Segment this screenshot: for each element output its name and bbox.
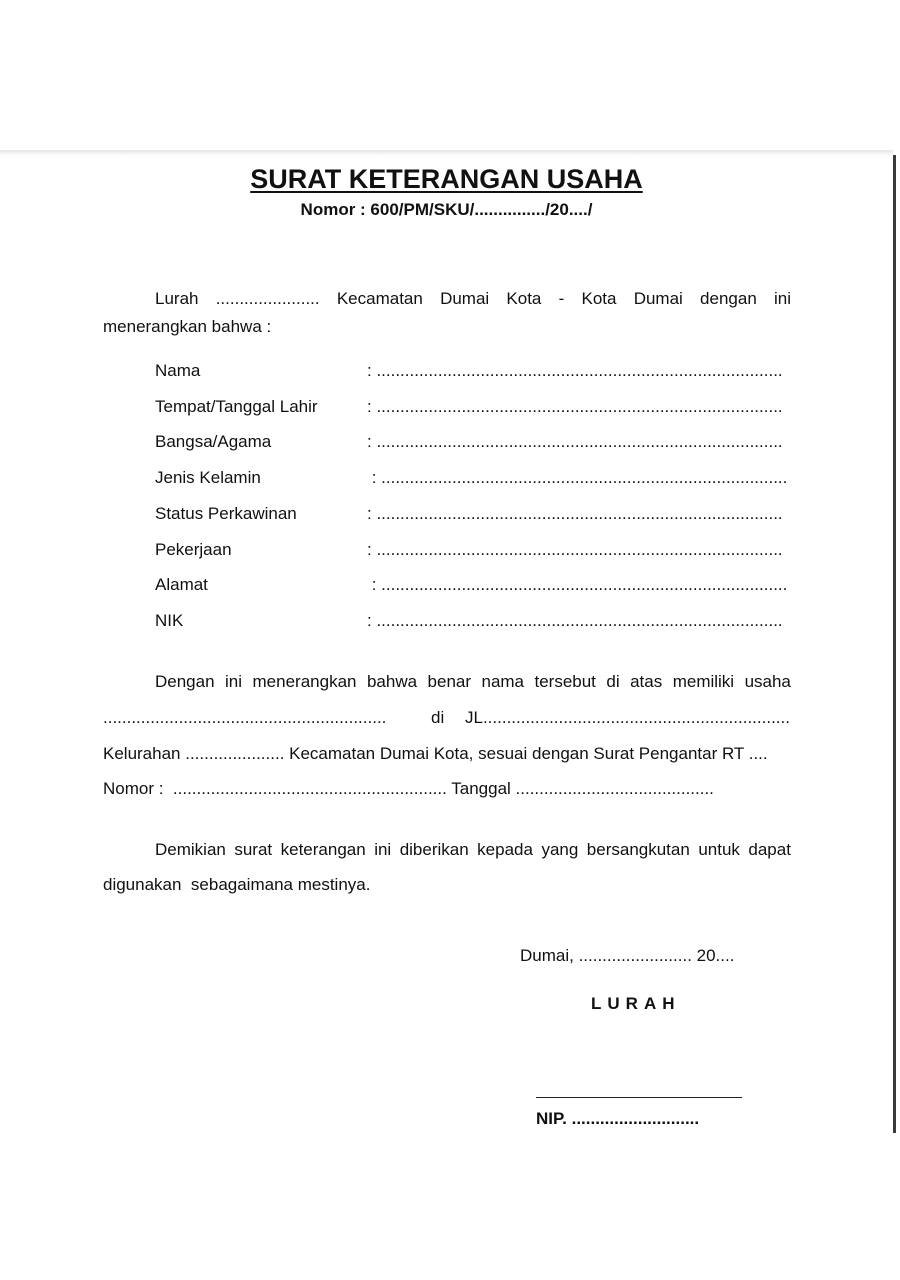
paragraph-2-line-1 [155,672,791,692]
word: memiliki [672,672,735,691]
field-value-dots: : ...................................................................................... [367,397,783,416]
word: usaha [744,672,791,691]
field-value-dots: : ...................................................................................... [367,611,783,630]
field-value-dots: : ...................................................................................... [367,361,783,380]
field-label: Bangsa/Agama [155,432,272,451]
field-label: Tempat/Tanggal Lahir [155,397,318,416]
word: yang [541,840,579,859]
word: ...................... [215,289,320,308]
document-page [0,156,893,1133]
word: tersebut [534,672,596,691]
word: benar [427,672,472,691]
word: kepada [477,840,533,859]
field-value-dots: : ...................................................................................... [367,504,783,523]
word: untuk [698,840,740,859]
word: - [558,289,565,308]
word: diberikan [399,840,469,859]
word: menerangkan [252,672,357,691]
word: Dumai [633,289,683,308]
word: nama [481,672,525,691]
nip-field: NIP. ........................... [536,1109,700,1128]
paragraph-3-line-1 [155,840,791,860]
signature-line [536,1097,742,1098]
word: Kecamatan [336,289,423,308]
field-value-dots: : ...................................................................................... [367,575,788,594]
word: Dengan [155,672,215,691]
word: ini [774,289,792,308]
paragraph-2-line-2-di: di [431,708,445,727]
word: Lurah [155,289,199,308]
signatory-title: LURAH [591,994,681,1013]
field-label: Nama [155,361,201,380]
word: Kota [581,289,617,308]
word: keterangan [280,840,366,859]
word: dengan [700,289,757,308]
place-and-date: Dumai, ........................ 20.... [520,946,735,965]
word: surat [234,840,273,859]
field-label: Jenis Kelamin [155,468,261,487]
word: Dumai [440,289,490,308]
field-value-dots: : ...................................................................................... [367,468,788,487]
paragraph-2-line-2-dots: ............................................................ [103,708,387,727]
word: bersangkutan [586,840,690,859]
page-right-border [893,155,896,1133]
paragraph-2-line-4: Nomor : .......................................................... Tanggal .......................................... [103,779,714,798]
field-label: NIK [155,611,184,630]
word: ini [374,840,392,859]
word: ini [225,672,243,691]
intro-line-1 [155,289,791,309]
document-title: SURAT KETERANGAN USAHA [250,164,643,194]
word: di [606,672,620,691]
word: Kota [506,289,542,308]
field-label: Alamat [155,575,208,594]
field-label: Status Perkawinan [155,504,297,523]
word: atas [630,672,663,691]
field-value-dots: : ...................................................................................... [367,540,783,559]
field-label: Pekerjaan [155,540,232,559]
paragraph-3-line-2: digunakan sebagaimana mestinya. [103,875,371,894]
field-value-dots: : ...................................................................................... [367,432,783,451]
document-number: Nomor : 600/PM/SKU/.............../20..../ [300,200,593,219]
intro-line-2: menerangkan bahwa : [103,317,272,336]
word: bahwa [366,672,418,691]
word: dapat [748,840,791,859]
paragraph-2-line-2-address: JL................................................................. [465,708,790,727]
paragraph-2-line-3: Kelurahan ..................... Kecamatan Dumai Kota, sesuai dengan Surat Pengantar RT .... [103,744,768,763]
word: Demikian [155,840,226,859]
